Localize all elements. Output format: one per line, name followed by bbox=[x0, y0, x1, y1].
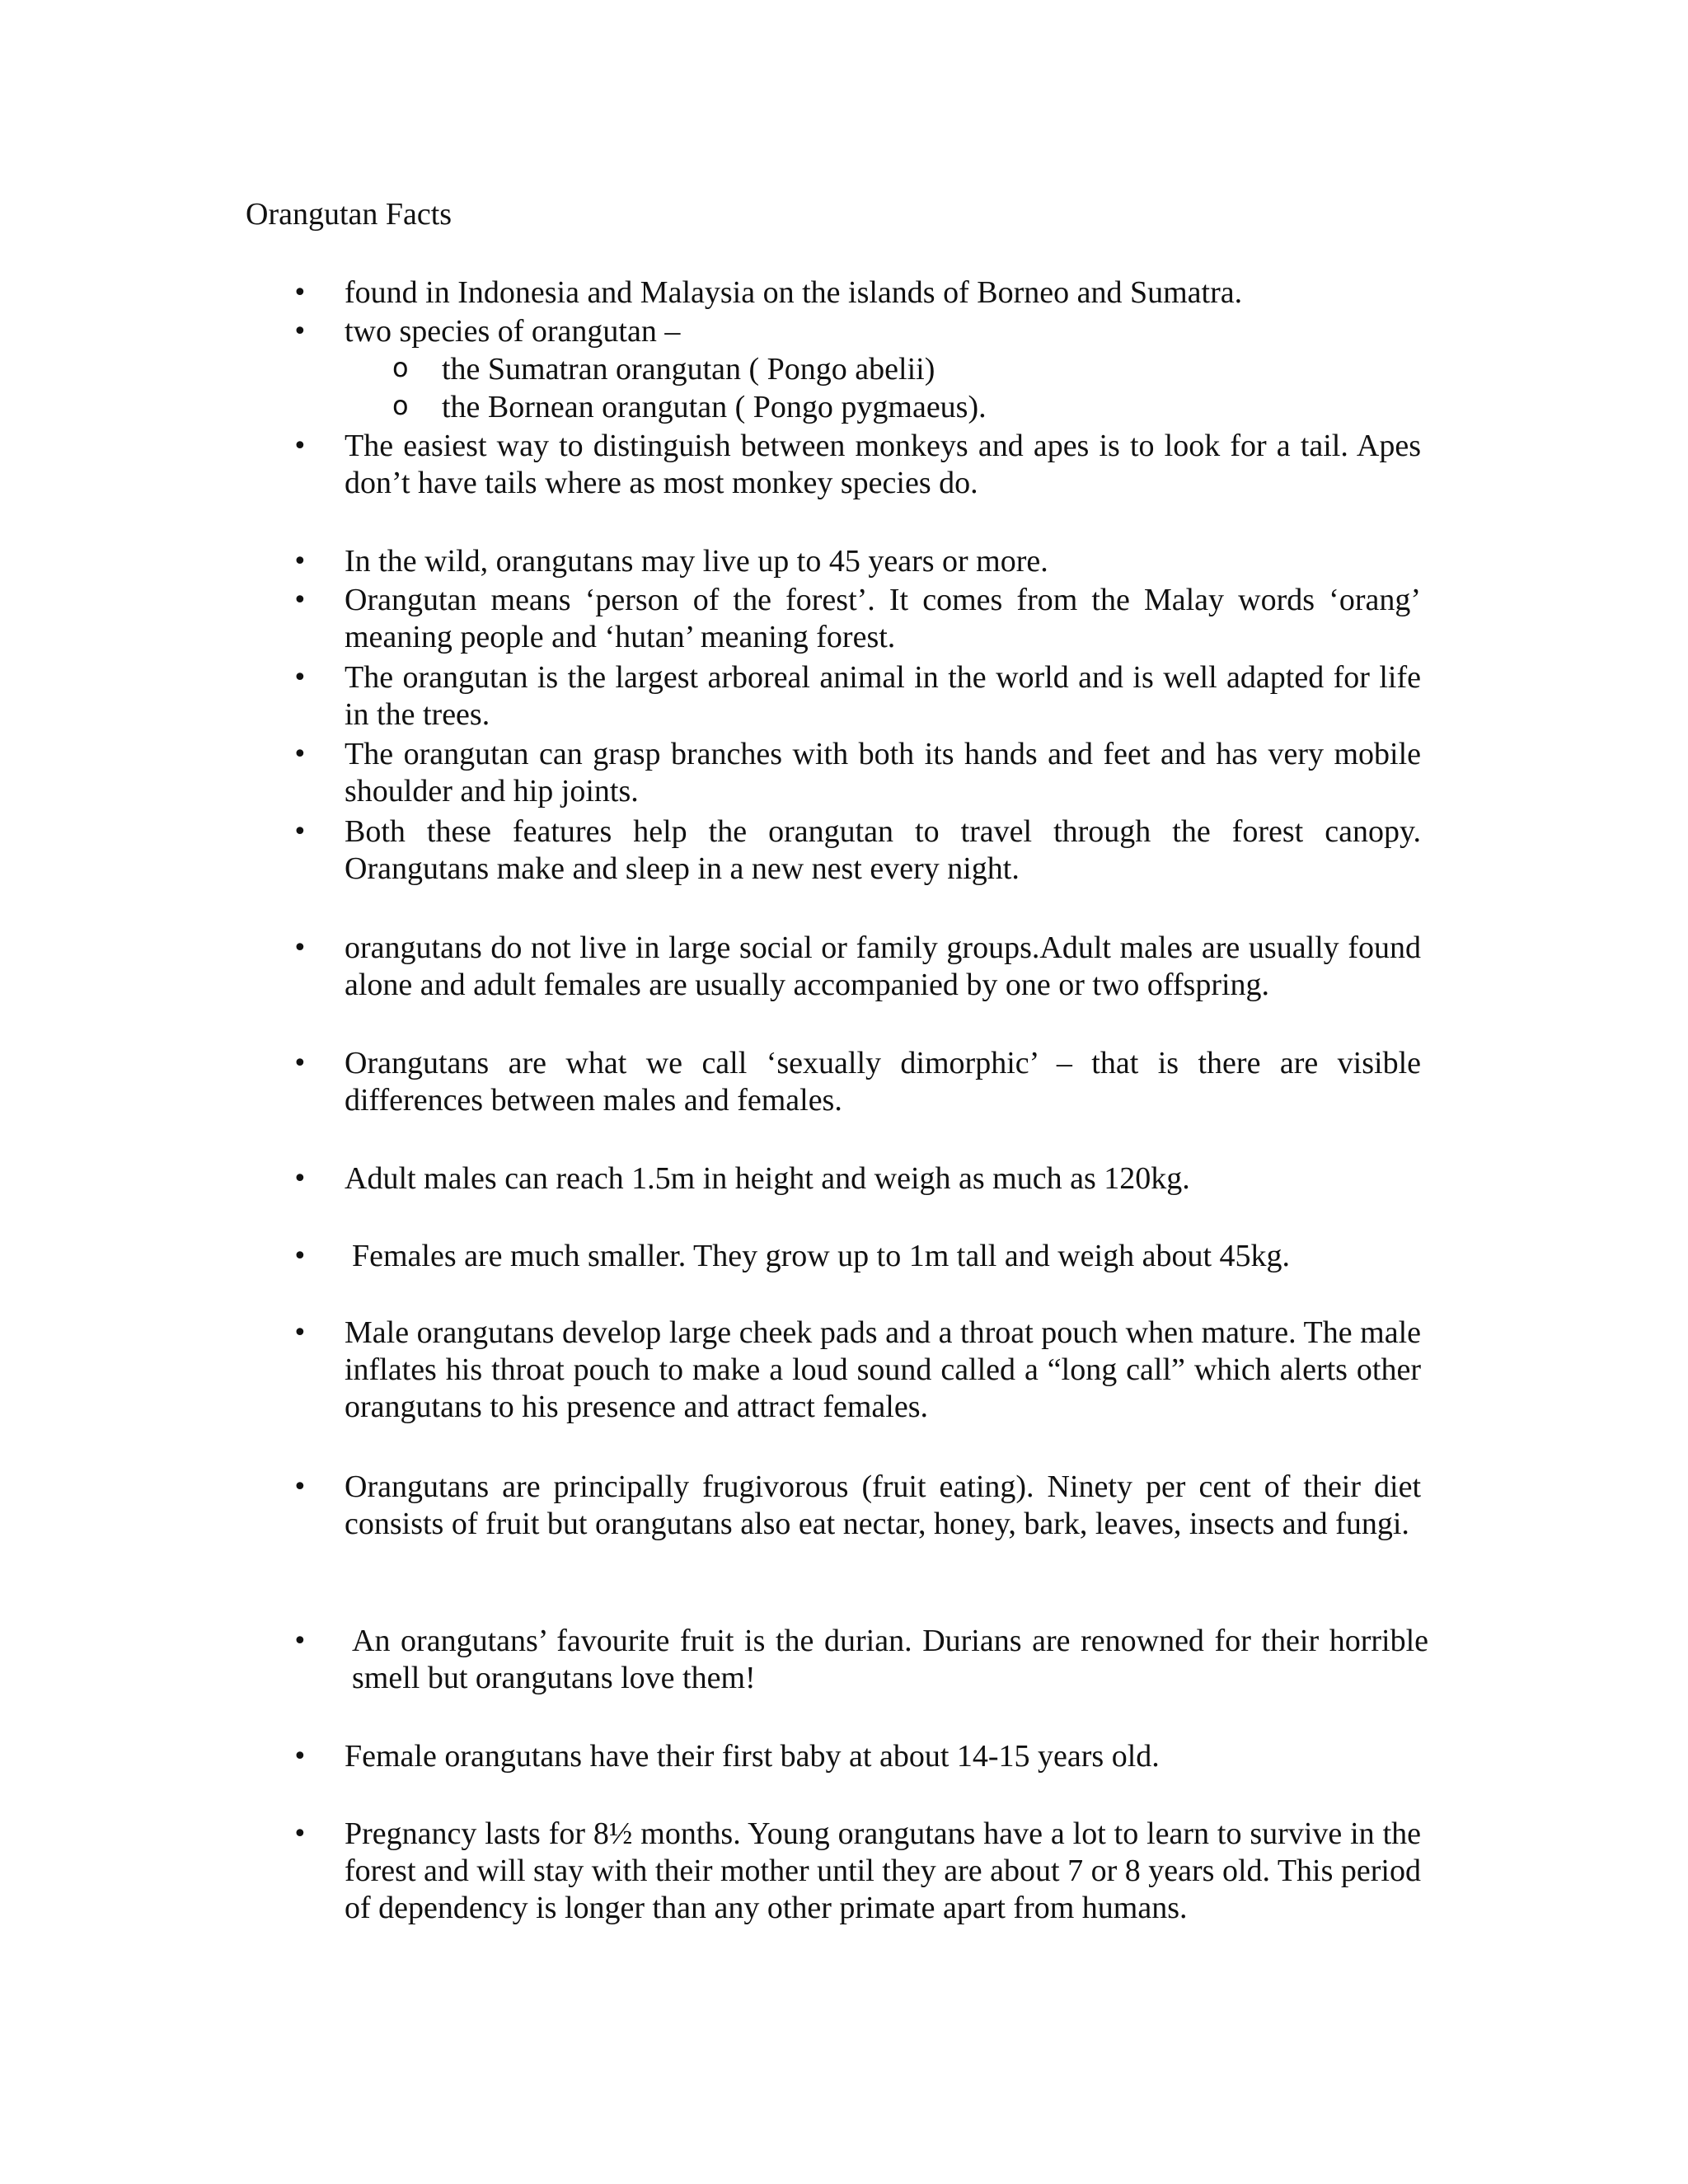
fact-item-first-baby: • Female orangutans have their first baby at about 14-15 years old. bbox=[345, 1738, 1421, 1775]
fact-item-species: • two species of orangutan – bbox=[345, 313, 1421, 350]
fact-item-dimorphic: • Orangutans are what we call ‘sexually dimorphic’ – that is there are visible differences between males and females. bbox=[345, 1045, 1421, 1119]
fact-item-arboreal: • The orangutan is the largest arboreal animal in the world and is well adapted for life in the trees. bbox=[345, 659, 1421, 733]
fact-item-monkeys-apes: • The easiest way to distinguish between monkeys and apes is to look for a tail. Apes don’t have tails where as most monkey species do. bbox=[345, 428, 1421, 502]
fact-item-durian: • An orangutans’ favourite fruit is the durian. Durians are renowned for their horrible smell but orangutans love them! bbox=[345, 1623, 1428, 1697]
fact-item-location: • found in Indonesia and Malaysia on the islands of Borneo and Sumatra. bbox=[345, 274, 1421, 312]
fact-item-cheek-pads: • Male orangutans develop large cheek pads and a throat pouch when mature. The male inflates his throat pouch to make a loud sound called a “long call” which alerts other orangutans to his presence and attract females. bbox=[345, 1315, 1421, 1426]
fact-item-canopy: • Both these features help the orangutan to travel through the forest canopy. Orangutans make and sleep in a new nest every night. bbox=[345, 813, 1421, 888]
species-subitem-sumatran: o the Sumatran orangutan ( Pongo abelii) bbox=[442, 351, 1421, 388]
fact-item-adult-males: • Adult males can reach 1.5m in height and weigh as much as 120kg. bbox=[345, 1160, 1421, 1197]
fact-item-diet: • Orangutans are principally frugivorous (fruit eating). Ninety per cent of their diet consists of fruit but orangutans also eat nectar, honey, bark, leaves, insects and fungi. bbox=[345, 1469, 1421, 1543]
fact-item-grasp: • The orangutan can grasp branches with both its hands and feet and has very mobile shoulder and hip joints. bbox=[345, 736, 1421, 810]
fact-item-pregnancy: • Pregnancy lasts for 8½ months. Young orangutans have a lot to learn to survive in the forest and will stay with their mother until they are about 7 or 8 years old. This period of dependency is longer than any other primate apart from humans. bbox=[345, 1816, 1421, 1927]
document-title: Orangutan Facts bbox=[246, 197, 452, 232]
fact-item-females: • Females are much smaller. They grow up to 1m tall and weigh about 45kg. bbox=[345, 1238, 1428, 1275]
species-subitem-bornean: o the Bornean orangutan ( Pongo pygmaeus). bbox=[442, 389, 1421, 426]
fact-item-social: • orangutans do not live in large social or family groups.Adult males are usually found alone and adult females are usually accompanied by one or two offspring. bbox=[345, 930, 1421, 1004]
fact-item-name-meaning: • Orangutan means ‘person of the forest’. It comes from the Malay words ‘orang’ meaning people and ‘hutan’ meaning forest. bbox=[345, 582, 1421, 656]
fact-item-lifespan: • In the wild, orangutans may live up to 45 years or more. bbox=[345, 543, 1421, 580]
